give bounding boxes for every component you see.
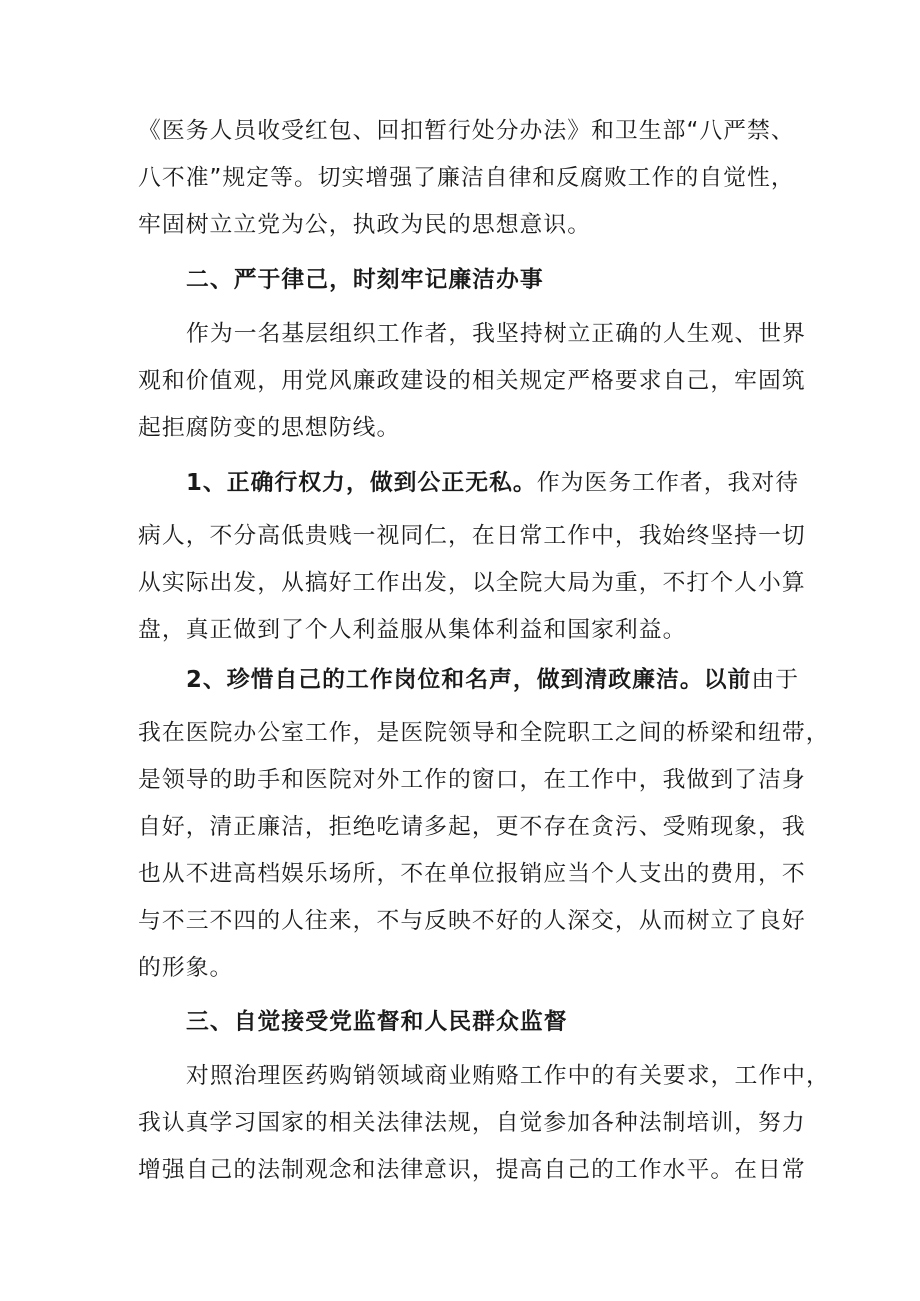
item-1-line <box>186 468 800 498</box>
paragraph-line: 也从不进高档娱乐场所，不在单位报销应当个人支出的费用，不 <box>138 861 806 887</box>
paragraph-line: 盘，真正做到了个人利益服从集体利益和国家利益。 <box>138 617 687 643</box>
paragraph-line: 观和价值观，用党风廉政建设的相关规定严格要求自己，牢固筑 <box>138 368 806 394</box>
paragraph-line: 与不三不四的人往来，不与反映不好的人深交，从而树立了良好 <box>138 908 806 934</box>
item-2-line <box>186 665 800 695</box>
paragraph-line: 《医务人员收受红包、回扣暂行处分办法》和卫生部“八严禁、 <box>138 118 795 144</box>
item-2-heading: 2、珍惜自己的工作岗位和名声，做到清政廉洁。以前 <box>186 667 752 693</box>
paragraph-line: 增强自己的法制观念和法律意识，提高自己的工作水平。在日常 <box>138 1157 806 1183</box>
paragraph-line: 对照治理医药购销领域商业贿赂工作中的有关要求，工作中， <box>186 1063 830 1089</box>
paragraph-line: 从实际出发，从搞好工作出发，以全院大局为重，不打个人小算 <box>138 570 806 596</box>
paragraph-line: 作为一名基层组织工作者，我坚持树立正确的人生观、世界 <box>186 321 807 347</box>
paragraph-line: 起拒腐防变的思想防线。 <box>138 415 401 441</box>
item-2-text: 由于 <box>751 667 800 693</box>
paragraph-line: 牢固树立立党为公，执政为民的思想意识。 <box>138 212 592 238</box>
section-heading-2: 二、严于律己，时刻牢记廉洁办事 <box>186 267 544 293</box>
item-1-heading: 1、正确行权力，做到公正无私。 <box>186 470 537 496</box>
paragraph-line: 是领导的助手和医院对外工作的窗口，在工作中，我做到了洁身 <box>138 767 806 793</box>
paragraph-line: 八不准”规定等。切实增强了廉洁自律和反腐败工作的自觉性， <box>138 165 795 191</box>
paragraph-line: 我认真学习国家的相关法律法规，自觉参加各种法制培训，努力 <box>138 1110 806 1136</box>
paragraph-line: 自好，清正廉洁，拒绝吃请多起，更不存在贪污、受贿现象，我 <box>138 814 806 840</box>
paragraph-line: 病人，不分高低贵贱一视同仁，在日常工作中，我始终坚持一切 <box>138 523 806 549</box>
paragraph-line: 我在医院办公室工作，是医院领导和全院职工之间的桥梁和纽带， <box>138 720 830 746</box>
item-1-text: 作为医务工作者，我对待 <box>536 470 800 496</box>
section-heading-3: 三、自觉接受党监督和人民群众监督 <box>186 1009 568 1035</box>
paragraph-line: 的形象。 <box>138 955 234 981</box>
